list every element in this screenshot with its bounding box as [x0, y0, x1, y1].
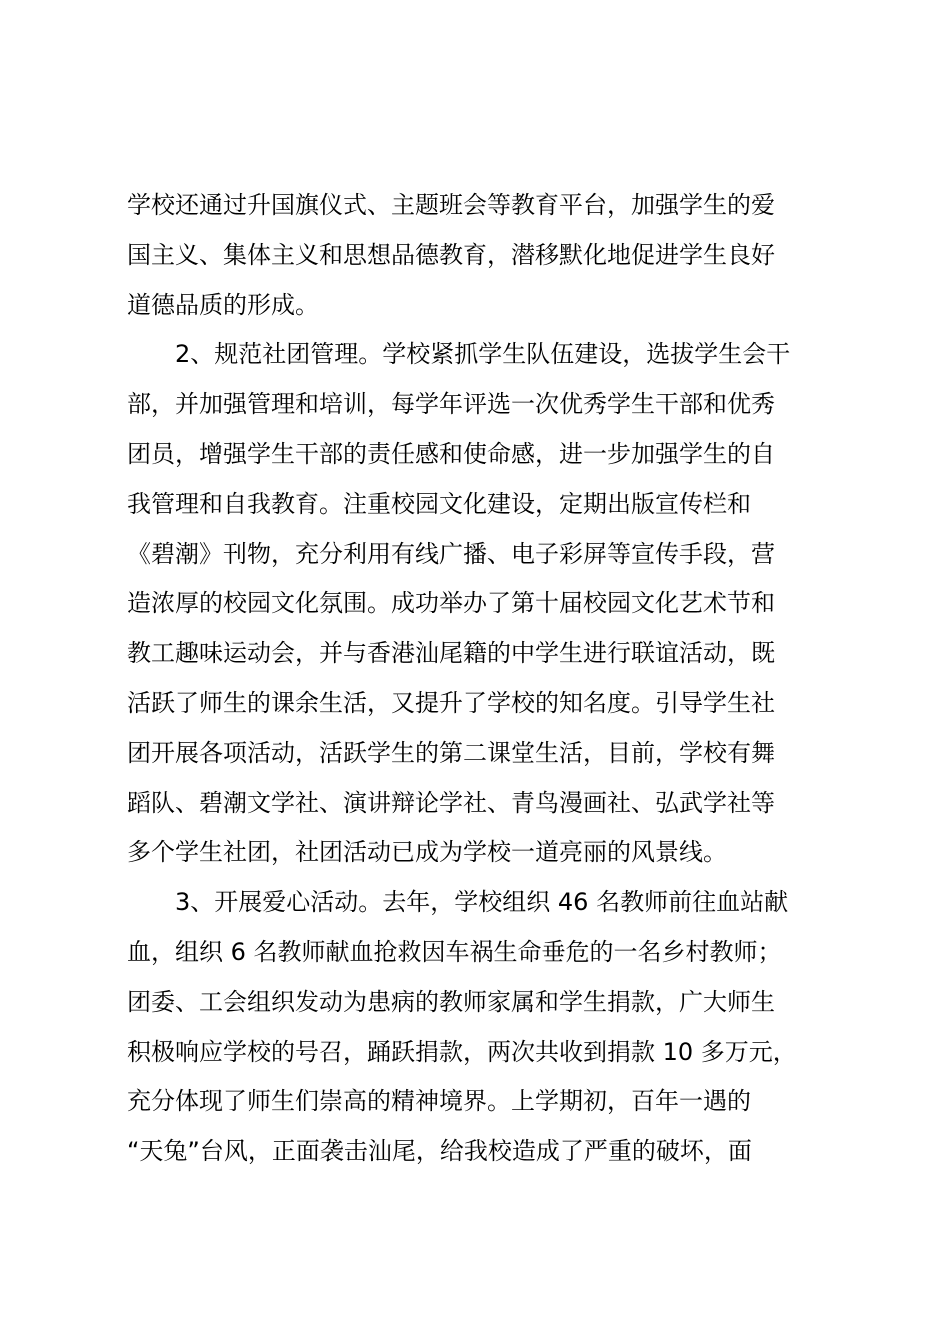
text-line: 充分体现了师生们崇高的精神境界。上学期初，百年一遇的	[127, 1087, 751, 1116]
body-text	[127, 181, 837, 1177]
text-line: 《碧潮》刊物，充分利用有线广播、电子彩屏等宣传手段，营	[127, 539, 775, 568]
text-line: 蹈队、碧潮文学社、演讲辩论学社、青鸟漫画社、弘武学社等	[127, 788, 775, 817]
text-line: 道德品质的形成。	[127, 290, 319, 319]
text-line: 积极响应学校的号召，踊跃捐款，两次共收到捐款 10 多万元，	[127, 1037, 797, 1066]
text-line: 团委、工会组织发动为患病的教师家属和学生捐款，广大师生	[127, 987, 775, 1016]
text-line: 造浓厚的校园文化氛围。成功举办了第十届校园文化艺术节和	[127, 589, 775, 618]
text-line: “天兔”台风，正面袭击汕尾，给我校造成了严重的破坏，面	[127, 1137, 752, 1166]
text-line: 部，并加强管理和培训，每学年评选一次优秀学生干部和优秀	[127, 390, 775, 419]
text-line: 血，组织 6 名教师献血抢救因车祸生命垂危的一名乡村教师；	[127, 937, 782, 966]
text-line: 教工趣味运动会，并与香港汕尾籍的中学生进行联谊活动，既	[127, 639, 775, 668]
paragraph-3-start: 3、开展爱心活动。去年，学校组织 46 名教师前往血站献	[175, 888, 789, 917]
text-line: 国主义、集体主义和思想品德教育，潜移默化地促进学生良好	[127, 240, 775, 269]
text-line: 活跃了师生的课余生活，又提升了学校的知名度。引导学生社	[127, 688, 775, 717]
text-line: 团开展各项活动，活跃学生的第二课堂生活，目前，学校有舞	[127, 738, 775, 767]
text-line: 学校还通过升国旗仪式、主题班会等教育平台，加强学生的爱	[127, 191, 775, 219]
text-line: 团员，增强学生干部的责任感和使命感，进一步加强学生的自	[127, 439, 775, 468]
text-line: 多个学生社团，社团活动已成为学校一道亮丽的风景线。	[127, 838, 727, 867]
paragraph-2-start: 2、规范社团管理。学校紧抓学生队伍建设，选拔学生会干	[175, 340, 791, 369]
text-line: 我管理和自我教育。注重校园文化建设，定期出版宣传栏和	[127, 489, 751, 518]
